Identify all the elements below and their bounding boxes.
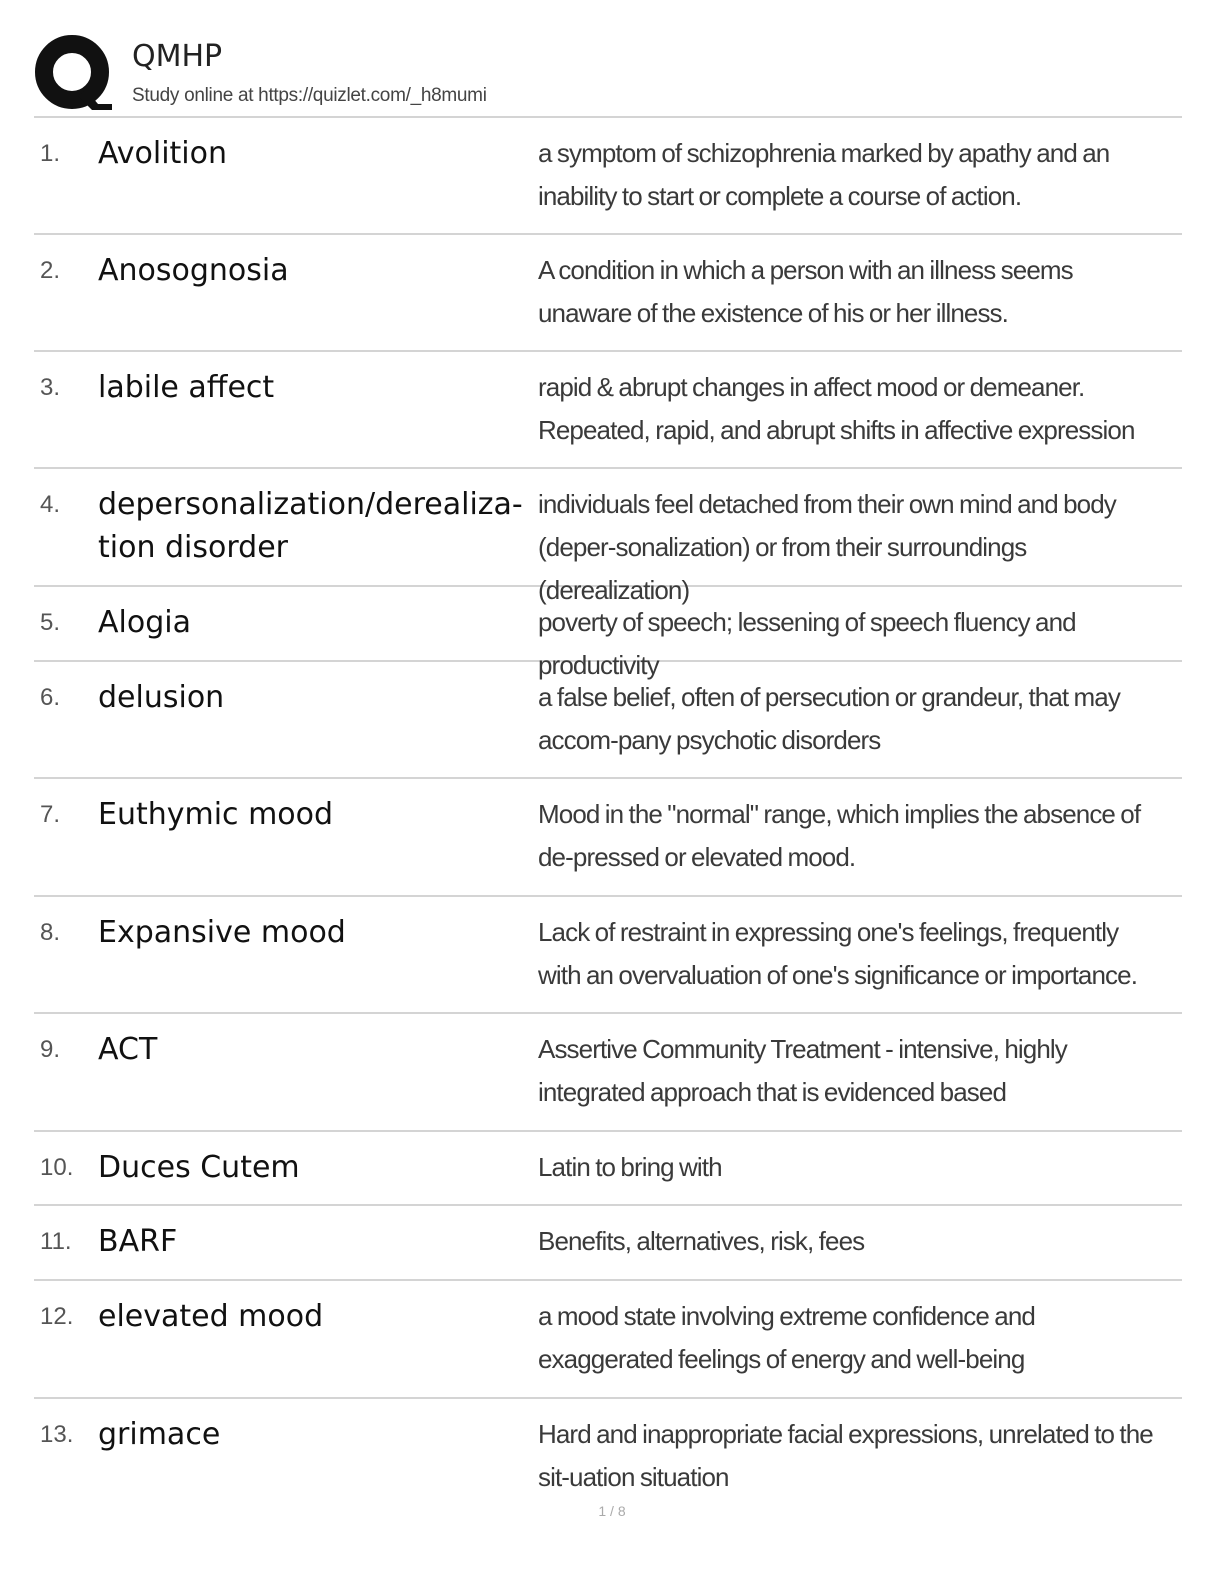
study-online-link[interactable]: Study online at https://quizlet.com/_h8mumi [132,85,487,106]
card-definition: a mood state involving extreme confidence and exaggerated feelings of energy and well-being [538,1301,1035,1374]
card-term: labile affect [98,370,275,405]
card-term: ACT [98,1032,158,1067]
card-definition: poverty of speech; lessening of speech fluency and productivity [538,607,1076,680]
card-term: Anosognosia [98,253,289,288]
flashcard-row [34,662,1182,779]
card-number: 1. [40,140,61,167]
card-number: 7. [40,801,61,828]
card-definition: a false belief, often of persecution or grandeur, that may accom-pany psychotic disorders [538,682,1120,755]
flashcard-row [34,235,1182,352]
quizlet-logo-icon [34,34,114,114]
card-term: Duces Cutem [98,1150,300,1185]
card-definition: Latin to bring with [538,1152,722,1182]
card-term: Avolition [98,136,228,171]
flashcard-row [34,1206,1182,1281]
card-definition: Assertive Community Treatment - intensive, highly integrated approach that is evidenced based [538,1034,1067,1107]
page-number: 1 / 8 [598,1503,626,1519]
flashcard-row [34,1132,1182,1206]
flashcard-list [34,118,1182,1499]
card-number: 5. [40,609,61,636]
card-term: depersonalization/derealiza-tion disorder [98,487,523,565]
card-definition: Hard and inappropriate facial expressions, unrelated to the sit-uation situation [538,1419,1153,1492]
card-term: delusion [98,680,225,715]
card-term: Alogia [98,605,191,640]
card-definition: individuals feel detached from their own mind and body (deper-sonalization) or from their surroundings (derealization) [538,489,1116,605]
card-number: 11. [40,1228,72,1255]
flashcard-row [34,1014,1182,1132]
card-term: grimace [98,1417,221,1452]
flashcard-row [34,779,1182,897]
card-term: BARF [98,1224,178,1259]
card-number: 12. [40,1303,74,1330]
card-definition: a symptom of schizophrenia marked by apathy and an inability to start or complete a course of action. [538,138,1110,211]
flashcard-row [34,469,1182,605]
flashcard-row [34,352,1182,469]
card-number: 2. [40,257,61,284]
card-definition: Mood in the "normal" range, which implies the absence of de-pressed or elevated mood. [538,799,1141,872]
card-number: 9. [40,1036,61,1063]
card-number: 10. [40,1154,74,1181]
page-title: QMHP [132,39,223,74]
flashcard-row [34,1399,1182,1499]
flashcard-row [34,587,1182,680]
card-definition: Lack of restraint in expressing one's feelings, frequently with an overvaluation of one's significance or importance. [538,917,1138,990]
flashcard-row [34,897,1182,1014]
card-definition: Benefits, alternatives, risk, fees [538,1226,865,1256]
flashcard-row [34,118,1182,235]
card-term: Euthymic mood [98,797,334,832]
card-definition: A condition in which a person with an illness seems unaware of the existence of his or her illness. [538,255,1073,328]
card-number: 4. [40,491,61,518]
card-definition: rapid & abrupt changes in affect mood or demeaner. Repeated, rapid, and abrupt shifts in affective expression [538,372,1135,445]
card-number: 6. [40,684,61,711]
page-header [34,34,1184,114]
card-number: 8. [40,919,61,946]
card-term: elevated mood [98,1299,324,1334]
flashcard-row [34,1281,1182,1399]
card-number: 13. [40,1421,74,1448]
card-number: 3. [40,374,61,401]
card-term: Expansive mood [98,915,346,950]
